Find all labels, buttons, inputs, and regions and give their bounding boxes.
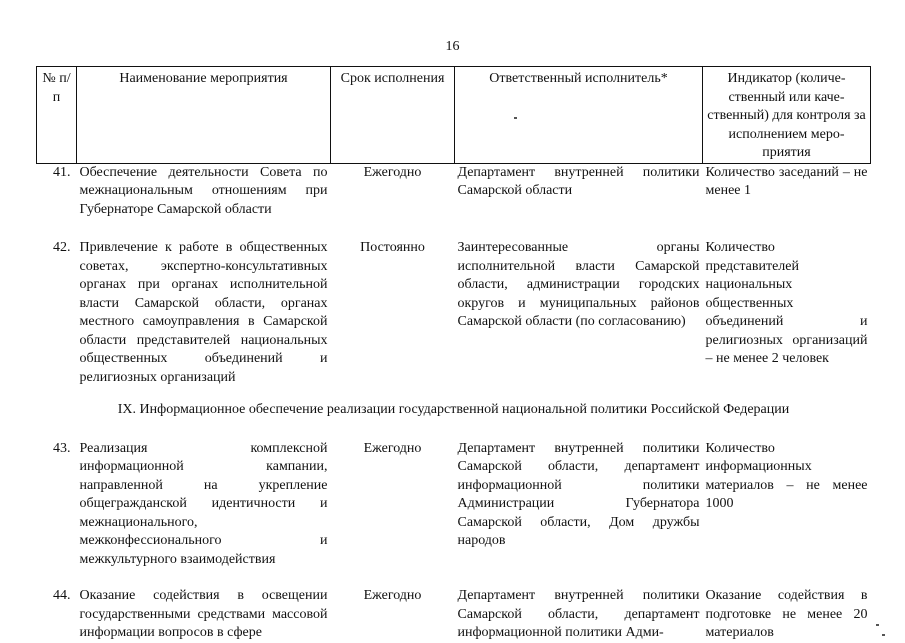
row-responsible: Департамент внутренней политики Самарской области [457, 164, 700, 198]
row-spacer [37, 219, 871, 239]
scan-speck [514, 117, 517, 119]
row-indicator: Количество представителей национальных общественных объединений и религиозных организаций – не менее 2 человек [705, 240, 868, 366]
row-indicator: Оказание содействия в подготовке не менее 20 материалов [705, 588, 868, 640]
row-term: Ежегодно [363, 440, 422, 456]
row-spacer [37, 569, 871, 587]
row-responsible: Заинтересованные органы исполнительной власти Самарской области, администрации городских округов и муниципальных районов Самарской области (по согласованию) [457, 240, 700, 329]
row-term: Ежегодно [363, 588, 422, 603]
row-term: Ежегодно [363, 164, 422, 180]
activities-table [36, 66, 871, 643]
section-heading-row [37, 387, 871, 440]
table-row [37, 587, 871, 643]
page-number: 16 [445, 39, 460, 54]
row-responsible: Департамент внутренней политики Самарской области, департамент информационной политики Администрации Губернатора Самарской области, Дом дружбы народов [457, 440, 700, 548]
row-indicator: Количество информационных материалов – не менее 1000 [705, 440, 868, 511]
table-row [37, 163, 871, 219]
row-number: 42. [53, 240, 71, 255]
row-activity-name: Привлечение к работе в общественных советах, экспертно-консультативных органах при органах исполнительной власти Самарской области, органах местного самоуправления в Самарской области представителей национальных общественных объединений и религиозных организаций [79, 240, 328, 385]
section-heading: IX. Информационное обеспечение реализации государственной национальной политики Российской Федерации [117, 402, 790, 417]
header-term: Срок исполнения [331, 67, 455, 164]
row-responsible: Департамент внутренней политики Самарской области, департамент информационной политики Адми- [457, 588, 700, 640]
row-activity-name: Реализация комплексной информационной кампании, направленной на укрепление общегражданской идентичности и межнационального, межконфессионального и межкультурного взаимодействия [79, 440, 328, 567]
scan-speck [882, 634, 885, 636]
row-number: 43. [53, 440, 71, 456]
header-responsible: Ответственный исполнитель* [455, 67, 703, 164]
scan-speck [876, 624, 879, 626]
row-number: 44. [53, 588, 71, 603]
row-number: 41. [53, 164, 71, 180]
row-indicator: Количество заседаний – не менее 1 [705, 164, 868, 198]
table-header-row [37, 67, 871, 164]
header-indicator: Индикатор (количе-ственный или каче-ственный) для контроля за исполнением меро-приятия [703, 67, 871, 164]
row-term: Постоянно [360, 240, 425, 255]
table-row [37, 239, 871, 387]
table-row [37, 440, 871, 570]
header-activity-name: Наименование мероприятия [77, 67, 331, 164]
row-activity-name: Оказание содействия в освещении государственными средствами массовой информации вопросов в сфере [79, 588, 328, 640]
row-activity-name: Обеспечение деятельности Совета по межнациональным отношениям при Губернаторе Самарской области [79, 164, 328, 217]
header-number: № п/п [37, 67, 77, 164]
